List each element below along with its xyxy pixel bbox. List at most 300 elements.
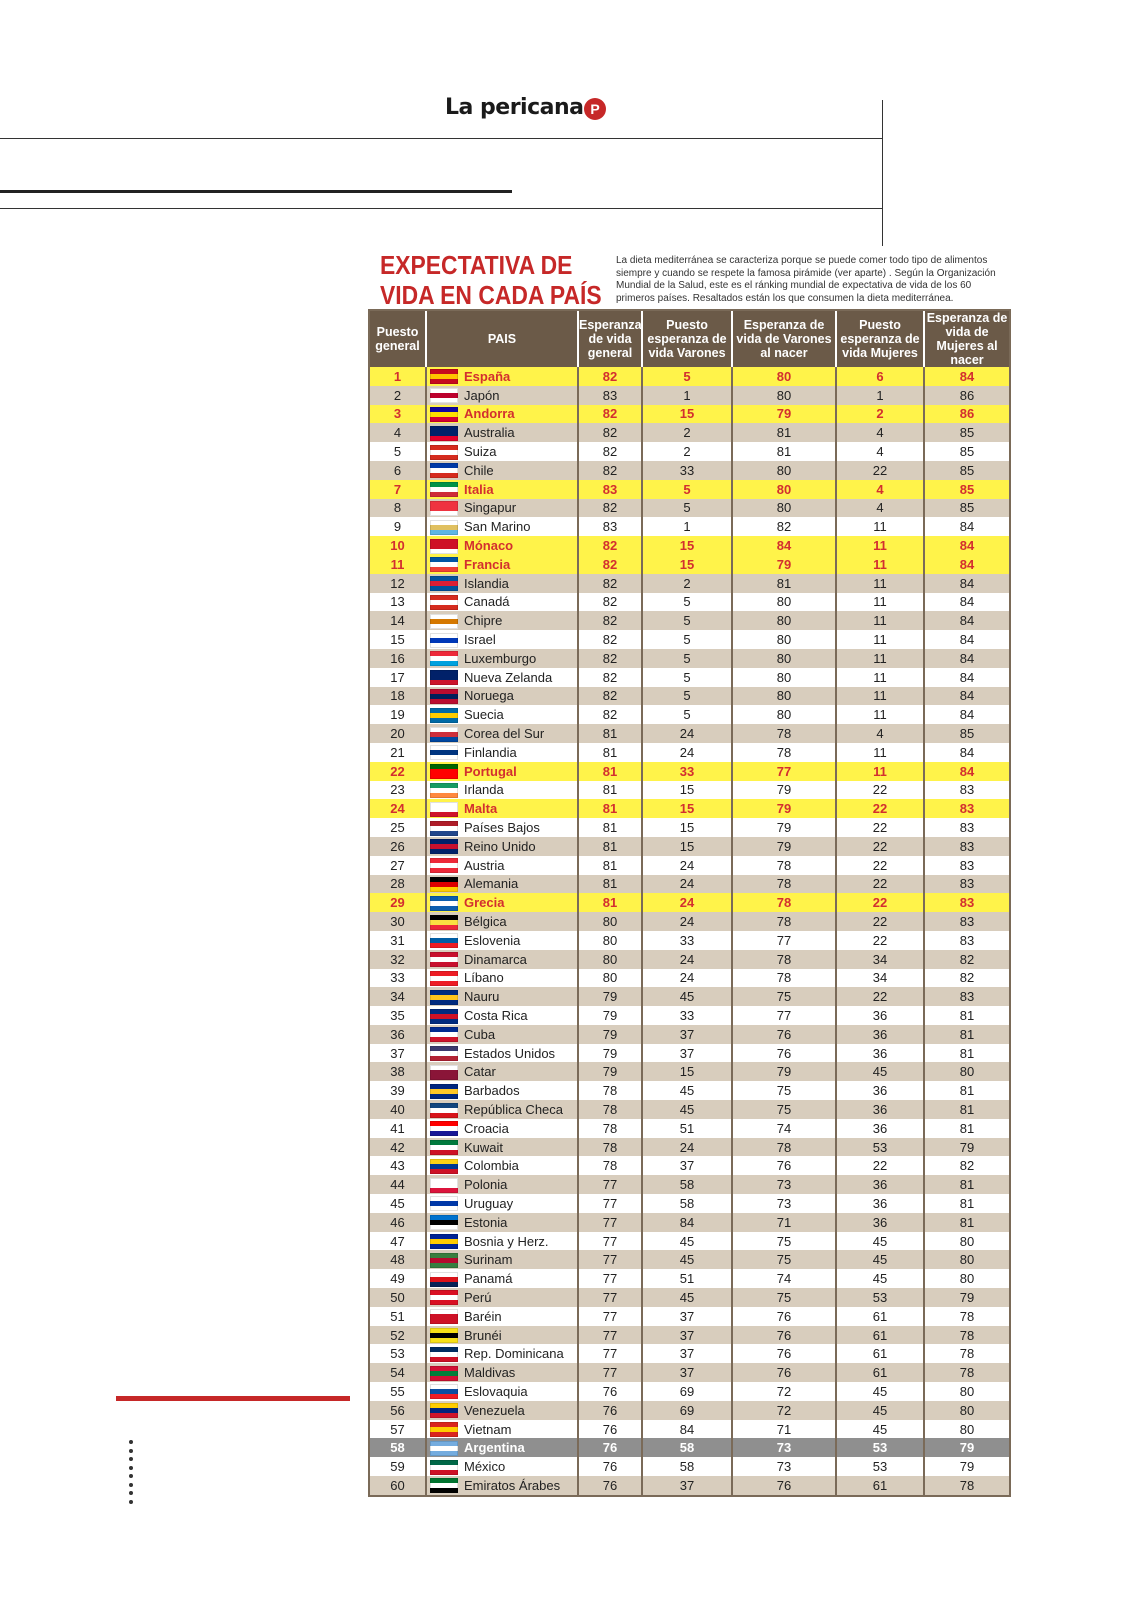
- cell-puesto-varones: 5: [642, 499, 732, 518]
- cell-flag: [426, 1307, 460, 1326]
- cell-puesto-varones: 37: [642, 1044, 732, 1063]
- cell-esperanza-mujeres: 79: [924, 1438, 1009, 1457]
- cell-country: Portugal: [460, 762, 578, 781]
- header-esperanza-mujeres: Esperanza de vida de Mujeres al nacer: [924, 311, 1009, 367]
- cell-flag: [426, 1175, 460, 1194]
- cell-esperanza: 82: [578, 405, 642, 424]
- cell-esperanza: 82: [578, 461, 642, 480]
- cell-country: Brunéi: [460, 1326, 578, 1345]
- table-row: [370, 668, 1009, 687]
- cell-puesto-mujeres: 53: [836, 1457, 924, 1476]
- cell-flag: [426, 1025, 460, 1044]
- cell-puesto-varones: 33: [642, 1006, 732, 1025]
- cell-esperanza: 78: [578, 1081, 642, 1100]
- cell-flag: [426, 1156, 460, 1175]
- cell-esperanza-varones: 80: [732, 649, 836, 668]
- cell-puesto-varones: 5: [642, 705, 732, 724]
- cell-rank: 3: [370, 405, 426, 424]
- cell-rank: 2: [370, 386, 426, 405]
- cell-esperanza-mujeres: 84: [924, 574, 1009, 593]
- cell-country: Reino Unido: [460, 837, 578, 856]
- cell-flag: [426, 837, 460, 856]
- cell-rank: 6: [370, 461, 426, 480]
- cell-rank: 54: [370, 1363, 426, 1382]
- cell-puesto-varones: 5: [642, 480, 732, 499]
- cell-puesto-mujeres: 22: [836, 987, 924, 1006]
- cell-rank: 46: [370, 1213, 426, 1232]
- cell-esperanza: 77: [578, 1213, 642, 1232]
- cell-puesto-varones: 24: [642, 724, 732, 743]
- cell-esperanza: 81: [578, 781, 642, 800]
- cell-flag: [426, 1006, 460, 1025]
- cell-esperanza: 83: [578, 386, 642, 405]
- flag-icon: [430, 369, 458, 384]
- cell-esperanza-mujeres: 79: [924, 1457, 1009, 1476]
- cell-rank: 49: [370, 1269, 426, 1288]
- table-row: [370, 743, 1009, 762]
- cell-esperanza-varones: 80: [732, 367, 836, 386]
- table-row: [370, 1213, 1009, 1232]
- cell-rank: 24: [370, 799, 426, 818]
- cell-rank: 43: [370, 1156, 426, 1175]
- cell-flag: [426, 367, 460, 386]
- table-row: [370, 536, 1009, 555]
- table-row: [370, 1438, 1009, 1457]
- cell-rank: 5: [370, 442, 426, 461]
- cell-esperanza-varones: 75: [732, 1100, 836, 1119]
- cell-country: Rep. Dominicana: [460, 1344, 578, 1363]
- cell-rank: 11: [370, 555, 426, 574]
- cell-puesto-varones: 5: [642, 611, 732, 630]
- cell-country: Cuba: [460, 1025, 578, 1044]
- cell-esperanza-varones: 78: [732, 950, 836, 969]
- flag-icon: [430, 1441, 458, 1456]
- cell-flag: [426, 386, 460, 405]
- table-row: [370, 1401, 1009, 1420]
- flag-icon: [430, 708, 458, 723]
- cell-puesto-varones: 37: [642, 1326, 732, 1345]
- cell-esperanza-mujeres: 84: [924, 743, 1009, 762]
- cell-puesto-varones: 45: [642, 1232, 732, 1251]
- cell-country: República Checa: [460, 1100, 578, 1119]
- cell-rank: 13: [370, 593, 426, 612]
- cell-puesto-varones: 45: [642, 1081, 732, 1100]
- table-row: [370, 593, 1009, 612]
- cell-flag: [426, 1401, 460, 1420]
- flag-icon: [430, 482, 458, 497]
- cell-country: España: [460, 367, 578, 386]
- flag-icon: [430, 388, 458, 403]
- cell-puesto-varones: 15: [642, 405, 732, 424]
- cell-esperanza: 82: [578, 555, 642, 574]
- cell-flag: [426, 536, 460, 555]
- cell-flag: [426, 1476, 460, 1495]
- cell-country: Dinamarca: [460, 950, 578, 969]
- table-row: [370, 705, 1009, 724]
- cell-esperanza-mujeres: 78: [924, 1307, 1009, 1326]
- cell-country: Francia: [460, 555, 578, 574]
- table-row: [370, 1138, 1009, 1157]
- cell-puesto-mujeres: 4: [836, 499, 924, 518]
- cell-rank: 34: [370, 987, 426, 1006]
- cell-puesto-mujeres: 34: [836, 969, 924, 988]
- cell-esperanza: 81: [578, 743, 642, 762]
- cell-esperanza-mujeres: 84: [924, 630, 1009, 649]
- cell-esperanza: 76: [578, 1401, 642, 1420]
- cell-country: Kuwait: [460, 1138, 578, 1157]
- table-row: [370, 950, 1009, 969]
- cell-country: Baréin: [460, 1307, 578, 1326]
- cell-esperanza-varones: 78: [732, 912, 836, 931]
- cell-esperanza: 76: [578, 1476, 642, 1495]
- cell-puesto-varones: 33: [642, 762, 732, 781]
- cell-country: Alemania: [460, 875, 578, 894]
- cell-puesto-mujeres: 11: [836, 762, 924, 781]
- cell-puesto-mujeres: 11: [836, 743, 924, 762]
- cell-country: Andorra: [460, 405, 578, 424]
- cell-esperanza: 79: [578, 1044, 642, 1063]
- cell-esperanza-varones: 84: [732, 536, 836, 555]
- cell-country: Chipre: [460, 611, 578, 630]
- cell-esperanza-mujeres: 81: [924, 1006, 1009, 1025]
- cell-puesto-mujeres: 45: [836, 1232, 924, 1251]
- cell-esperanza-mujeres: 80: [924, 1250, 1009, 1269]
- header-esperanza: Esperanza de vida general: [578, 311, 642, 367]
- cell-puesto-mujeres: 22: [836, 837, 924, 856]
- cell-esperanza: 80: [578, 969, 642, 988]
- cell-flag: [426, 781, 460, 800]
- flag-icon: [430, 1272, 458, 1287]
- cell-puesto-mujeres: 36: [836, 1025, 924, 1044]
- cell-puesto-varones: 5: [642, 630, 732, 649]
- cell-rank: 23: [370, 781, 426, 800]
- cell-esperanza-varones: 78: [732, 875, 836, 894]
- cell-country: Japón: [460, 386, 578, 405]
- flag-icon: [430, 933, 458, 948]
- cell-country: Vietnam: [460, 1420, 578, 1439]
- table-row: [370, 1288, 1009, 1307]
- cell-esperanza-mujeres: 84: [924, 668, 1009, 687]
- cell-esperanza-mujeres: 83: [924, 837, 1009, 856]
- cell-esperanza-mujeres: 81: [924, 1025, 1009, 1044]
- flag-icon: [430, 764, 458, 779]
- cell-country: Uruguay: [460, 1194, 578, 1213]
- table-row: [370, 1156, 1009, 1175]
- cell-esperanza-varones: 76: [732, 1326, 836, 1345]
- cell-esperanza-varones: 78: [732, 969, 836, 988]
- cell-country: Venezuela: [460, 1401, 578, 1420]
- cell-puesto-mujeres: 61: [836, 1363, 924, 1382]
- cell-esperanza: 81: [578, 875, 642, 894]
- cell-puesto-varones: 58: [642, 1457, 732, 1476]
- cell-flag: [426, 931, 460, 950]
- article-title-line1: EXPECTATIVA DE: [380, 250, 573, 280]
- cell-esperanza: 76: [578, 1438, 642, 1457]
- cell-flag: [426, 611, 460, 630]
- cell-country: Países Bajos: [460, 818, 578, 837]
- cell-flag: [426, 1269, 460, 1288]
- flag-icon: [430, 990, 458, 1005]
- cell-esperanza-varones: 75: [732, 1081, 836, 1100]
- flag-icon: [430, 1403, 458, 1418]
- cell-flag: [426, 649, 460, 668]
- cell-country: Australia: [460, 423, 578, 442]
- cell-flag: [426, 517, 460, 536]
- flag-icon: [430, 1084, 458, 1099]
- article-intro: La dieta mediterránea se caracteriza porque se puede comer todo tipo de alimentos siempre y cuando se respete la famosa pirámide (ver aparte) . Según la Organización Mundial de la Salud, este es el ránking mundial de expectativa de vida de los 60 primeros países. Resaltados están los que consumen la dieta mediterránea.: [616, 255, 996, 304]
- cell-puesto-mujeres: 11: [836, 649, 924, 668]
- cell-puesto-varones: 5: [642, 367, 732, 386]
- cell-esperanza-varones: 71: [732, 1213, 836, 1232]
- flag-icon: [430, 1290, 458, 1305]
- cell-country: Malta: [460, 799, 578, 818]
- cell-puesto-mujeres: 45: [836, 1401, 924, 1420]
- cell-puesto-mujeres: 11: [836, 611, 924, 630]
- cell-country: Chile: [460, 461, 578, 480]
- cell-puesto-varones: 51: [642, 1119, 732, 1138]
- flag-icon: [430, 1140, 458, 1155]
- cell-flag: [426, 593, 460, 612]
- cell-flag: [426, 893, 460, 912]
- table-row: [370, 1326, 1009, 1345]
- cell-esperanza: 77: [578, 1194, 642, 1213]
- cell-esperanza: 81: [578, 762, 642, 781]
- cell-esperanza-varones: 81: [732, 442, 836, 461]
- table-row: [370, 649, 1009, 668]
- cell-puesto-varones: 37: [642, 1156, 732, 1175]
- cell-puesto-varones: 5: [642, 649, 732, 668]
- article-title: [380, 250, 602, 310]
- cell-esperanza-mujeres: 84: [924, 555, 1009, 574]
- cell-esperanza: 77: [578, 1307, 642, 1326]
- cell-country: Maldivas: [460, 1363, 578, 1382]
- cell-esperanza-varones: 79: [732, 555, 836, 574]
- cell-flag: [426, 1344, 460, 1363]
- cell-puesto-varones: 45: [642, 1288, 732, 1307]
- cell-esperanza-mujeres: 85: [924, 724, 1009, 743]
- cell-puesto-varones: 2: [642, 423, 732, 442]
- cell-country: Suiza: [460, 442, 578, 461]
- cell-esperanza-mujeres: 81: [924, 1194, 1009, 1213]
- cell-esperanza-mujeres: 81: [924, 1081, 1009, 1100]
- cell-esperanza: 80: [578, 931, 642, 950]
- cell-esperanza-mujeres: 81: [924, 1044, 1009, 1063]
- cell-puesto-varones: 1: [642, 386, 732, 405]
- cell-esperanza: 79: [578, 1006, 642, 1025]
- cell-country: Noruega: [460, 687, 578, 706]
- cell-rank: 12: [370, 574, 426, 593]
- cell-puesto-varones: 24: [642, 950, 732, 969]
- cell-esperanza-varones: 79: [732, 781, 836, 800]
- table-row: [370, 555, 1009, 574]
- cell-esperanza-varones: 75: [732, 1232, 836, 1251]
- cell-esperanza-mujeres: 84: [924, 705, 1009, 724]
- cell-country: Costa Rica: [460, 1006, 578, 1025]
- cell-country: San Marino: [460, 517, 578, 536]
- cell-puesto-mujeres: 45: [836, 1269, 924, 1288]
- cell-country: Singapur: [460, 499, 578, 518]
- cell-rank: 20: [370, 724, 426, 743]
- cell-esperanza-mujeres: 83: [924, 987, 1009, 1006]
- cell-rank: 35: [370, 1006, 426, 1025]
- header-rule-vertical: [882, 100, 883, 246]
- table-row: [370, 781, 1009, 800]
- cell-puesto-varones: 24: [642, 912, 732, 931]
- cell-flag: [426, 818, 460, 837]
- cell-rank: 41: [370, 1119, 426, 1138]
- cell-rank: 44: [370, 1175, 426, 1194]
- cell-rank: 39: [370, 1081, 426, 1100]
- cell-rank: 17: [370, 668, 426, 687]
- cell-flag: [426, 1326, 460, 1345]
- cell-esperanza: 81: [578, 799, 642, 818]
- table-row: [370, 1119, 1009, 1138]
- cell-esperanza-varones: 73: [732, 1175, 836, 1194]
- cell-country: Finlandia: [460, 743, 578, 762]
- table-row: [370, 1269, 1009, 1288]
- cell-puesto-mujeres: 11: [836, 555, 924, 574]
- table-row: [370, 687, 1009, 706]
- cell-esperanza: 82: [578, 423, 642, 442]
- cell-country: Grecia: [460, 893, 578, 912]
- cell-flag: [426, 687, 460, 706]
- cell-flag: [426, 1288, 460, 1307]
- cell-puesto-varones: 84: [642, 1420, 732, 1439]
- cell-esperanza: 79: [578, 1062, 642, 1081]
- cell-esperanza-varones: 80: [732, 611, 836, 630]
- cell-country: Panamá: [460, 1269, 578, 1288]
- cell-esperanza-mujeres: 80: [924, 1401, 1009, 1420]
- flag-icon: [430, 520, 458, 535]
- flag-icon: [430, 1234, 458, 1249]
- cell-puesto-mujeres: 22: [836, 1156, 924, 1175]
- cell-esperanza-varones: 79: [732, 818, 836, 837]
- cell-flag: [426, 762, 460, 781]
- cell-esperanza-varones: 81: [732, 574, 836, 593]
- cell-flag: [426, 856, 460, 875]
- cell-esperanza: 83: [578, 517, 642, 536]
- table-row: [370, 987, 1009, 1006]
- cell-esperanza-mujeres: 84: [924, 687, 1009, 706]
- cell-esperanza-varones: 78: [732, 893, 836, 912]
- cell-esperanza: 82: [578, 536, 642, 555]
- cell-esperanza-varones: 78: [732, 856, 836, 875]
- cell-esperanza: 77: [578, 1232, 642, 1251]
- cell-rank: 52: [370, 1326, 426, 1345]
- table-row: [370, 405, 1009, 424]
- flag-icon: [430, 839, 458, 854]
- cell-esperanza: 77: [578, 1269, 642, 1288]
- table-row: [370, 893, 1009, 912]
- cell-esperanza-varones: 76: [732, 1044, 836, 1063]
- cell-puesto-varones: 5: [642, 687, 732, 706]
- cell-puesto-varones: 45: [642, 1100, 732, 1119]
- cell-esperanza-mujeres: 79: [924, 1138, 1009, 1157]
- flag-icon: [430, 1460, 458, 1475]
- cell-puesto-varones: 24: [642, 875, 732, 894]
- table-row: [370, 969, 1009, 988]
- cell-puesto-varones: 51: [642, 1269, 732, 1288]
- cell-puesto-mujeres: 6: [836, 367, 924, 386]
- cell-esperanza-mujeres: 84: [924, 536, 1009, 555]
- cell-rank: 53: [370, 1344, 426, 1363]
- cell-flag: [426, 1138, 460, 1157]
- cell-esperanza: 78: [578, 1138, 642, 1157]
- cell-puesto-varones: 24: [642, 969, 732, 988]
- cell-flag: [426, 405, 460, 424]
- cell-puesto-mujeres: 22: [836, 875, 924, 894]
- cell-puesto-mujeres: 11: [836, 630, 924, 649]
- cell-esperanza: 78: [578, 1156, 642, 1175]
- cell-flag: [426, 668, 460, 687]
- cell-puesto-mujeres: 1: [836, 386, 924, 405]
- cell-puesto-varones: 37: [642, 1344, 732, 1363]
- article-title-line2: VIDA EN CADA PAÍS: [380, 280, 602, 310]
- cell-puesto-varones: 24: [642, 893, 732, 912]
- cell-esperanza-varones: 76: [732, 1025, 836, 1044]
- cell-puesto-mujeres: 11: [836, 593, 924, 612]
- header-esperanza-varones: Esperanza de vida de Varones al nacer: [732, 311, 836, 367]
- cell-puesto-mujeres: 22: [836, 461, 924, 480]
- cell-esperanza-varones: 82: [732, 517, 836, 536]
- cell-puesto-mujeres: 36: [836, 1213, 924, 1232]
- cell-flag: [426, 442, 460, 461]
- cell-puesto-varones: 15: [642, 555, 732, 574]
- cell-rank: 60: [370, 1476, 426, 1495]
- table-row: [370, 799, 1009, 818]
- cell-country: Mónaco: [460, 536, 578, 555]
- cell-puesto-mujeres: 11: [836, 687, 924, 706]
- cell-puesto-mujeres: 36: [836, 1006, 924, 1025]
- cell-esperanza-mujeres: 81: [924, 1175, 1009, 1194]
- cell-esperanza-varones: 75: [732, 987, 836, 1006]
- cell-puesto-mujeres: 53: [836, 1138, 924, 1157]
- cell-country: Polonia: [460, 1175, 578, 1194]
- cell-country: Luxemburgo: [460, 649, 578, 668]
- cell-esperanza: 82: [578, 593, 642, 612]
- table-row: [370, 423, 1009, 442]
- cell-flag: [426, 969, 460, 988]
- table-row: [370, 1307, 1009, 1326]
- flag-icon: [430, 858, 458, 873]
- cell-esperanza-varones: 80: [732, 705, 836, 724]
- table-row: [370, 1232, 1009, 1251]
- flag-icon: [430, 821, 458, 836]
- cell-flag: [426, 875, 460, 894]
- cell-puesto-mujeres: 36: [836, 1044, 924, 1063]
- cell-esperanza-varones: 78: [732, 743, 836, 762]
- cell-rank: 16: [370, 649, 426, 668]
- cell-esperanza: 81: [578, 893, 642, 912]
- cell-esperanza-mujeres: 85: [924, 461, 1009, 480]
- table-row: [370, 461, 1009, 480]
- cell-puesto-mujeres: 45: [836, 1420, 924, 1439]
- cell-puesto-varones: 2: [642, 574, 732, 593]
- table-row: [370, 499, 1009, 518]
- table-row: [370, 1025, 1009, 1044]
- cell-country: Catar: [460, 1062, 578, 1081]
- flag-icon: [430, 1384, 458, 1399]
- flag-icon: [430, 539, 458, 554]
- cell-puesto-mujeres: 11: [836, 536, 924, 555]
- cell-esperanza-mujeres: 84: [924, 593, 1009, 612]
- cell-esperanza-mujeres: 85: [924, 423, 1009, 442]
- cell-esperanza: 80: [578, 950, 642, 969]
- cell-esperanza-varones: 75: [732, 1288, 836, 1307]
- cell-esperanza-mujeres: 78: [924, 1344, 1009, 1363]
- cell-puesto-varones: 5: [642, 668, 732, 687]
- table-row: [370, 1006, 1009, 1025]
